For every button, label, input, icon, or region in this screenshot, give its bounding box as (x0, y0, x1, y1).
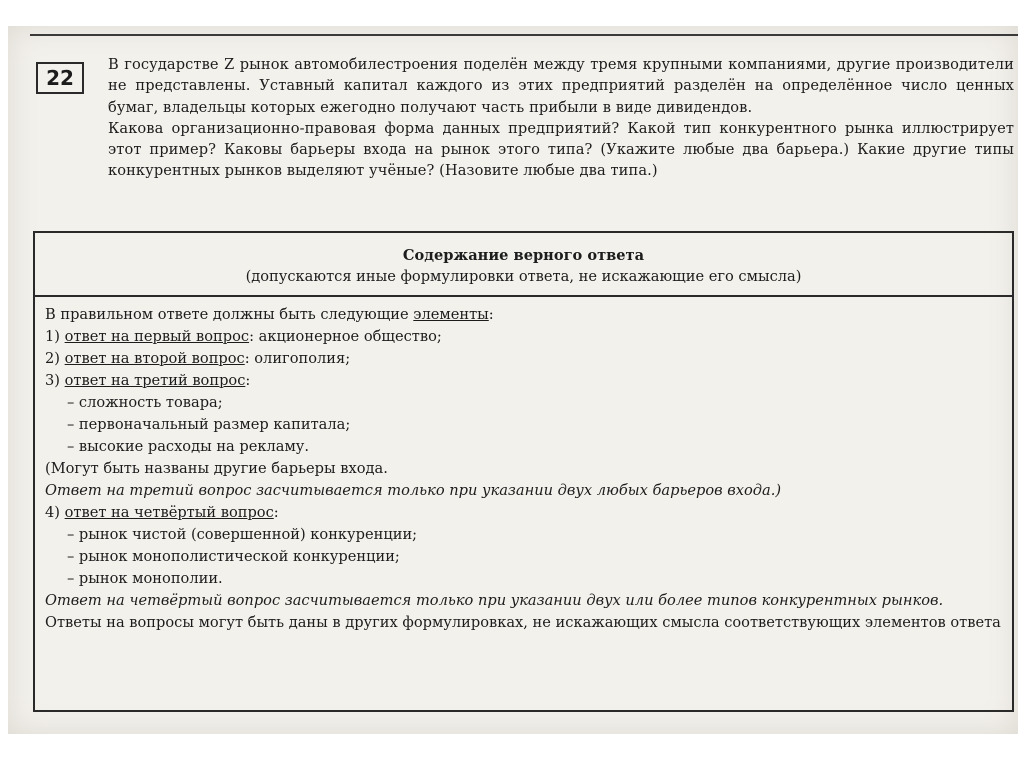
barriers-rule: Ответ на третий вопрос засчитывается только при указании двух любых барьеров входа.) (45, 482, 782, 499)
answer-table (33, 231, 1014, 712)
answer-item-3-label: ответ на третий вопрос (64, 372, 246, 389)
question-text (108, 54, 1014, 182)
barrier-item: – первоначальный размер капитала; (67, 416, 351, 433)
answer-table-header (35, 233, 1012, 297)
answer-item-3: 3) ответ на третий вопрос: (45, 372, 251, 389)
answer-header-title: Содержание верного ответа (402, 247, 645, 264)
answer-item-2: 2) ответ на второй вопрос: олигополия; (45, 350, 351, 367)
answer-item-2-label: ответ на второй вопрос (64, 350, 245, 367)
barrier-item: – высокие расходы на рекламу. (67, 438, 310, 455)
top-divider (30, 34, 1018, 36)
market-type-item: – рынок монополистической конкуренции; (67, 548, 400, 565)
answer-intro: В правильном ответе должны быть следующие элементы: (45, 306, 494, 323)
task-number: 22 (46, 66, 74, 90)
market-type-item: – рынок чистой (совершенной) конкуренции; (67, 526, 418, 543)
market-rule: Ответ на четвёртый вопрос засчитывается только при указании двух или более типов конкурентных рынков. (45, 592, 944, 609)
market-type-item: – рынок монополии. (67, 570, 223, 587)
barrier-item: – сложность товара; (67, 394, 223, 411)
question-paragraph-1: В государстве Z рынок автомобилестроения поделён между тремя крупными компаниями, другие производители не представлены. Уставный капитал каждого из этих предприятий разделён на определённое число ценных бумаг, владельцы которых ежегодно получают часть прибыли в виде дивидендов. (108, 56, 1014, 116)
answer-table-body (45, 304, 1003, 634)
elements-word: элементы (413, 306, 489, 323)
barriers-note: (Могут быть названы другие барьеры входа. (45, 460, 388, 477)
answer-item-1-value: : акционерное общество; (249, 328, 442, 345)
answer-item-4: 4) ответ на четвёртый вопрос: (45, 504, 279, 521)
answer-item-4-label: ответ на четвёртый вопрос (64, 504, 274, 521)
answer-item-1: 1) ответ на первый вопрос: акционерное общество; (45, 328, 442, 345)
question-paragraph-2: Какова организационно-правовая форма данных предприятий? Какой тип конкурентного рынка иллюстрирует этот пример? Каковы барьеры входа на рынок этого типа? (Укажите любые два барьера.) Какие другие типы конкурентных рынков выделяют учёные? (Назовите любые два типа.) (108, 119, 1014, 180)
answer-header-subtitle: (допускаются иные формулировки ответа, не искажающие его смысла) (245, 268, 802, 285)
answer-item-2-value: : олигополия; (244, 350, 351, 367)
task-number-box (36, 62, 84, 94)
answer-item-1-label: ответ на первый вопрос (64, 328, 250, 345)
closing-note: Ответы на вопросы могут быть даны в других формулировках, не искажающих смысла соответствующих элементов ответа (45, 614, 1001, 631)
